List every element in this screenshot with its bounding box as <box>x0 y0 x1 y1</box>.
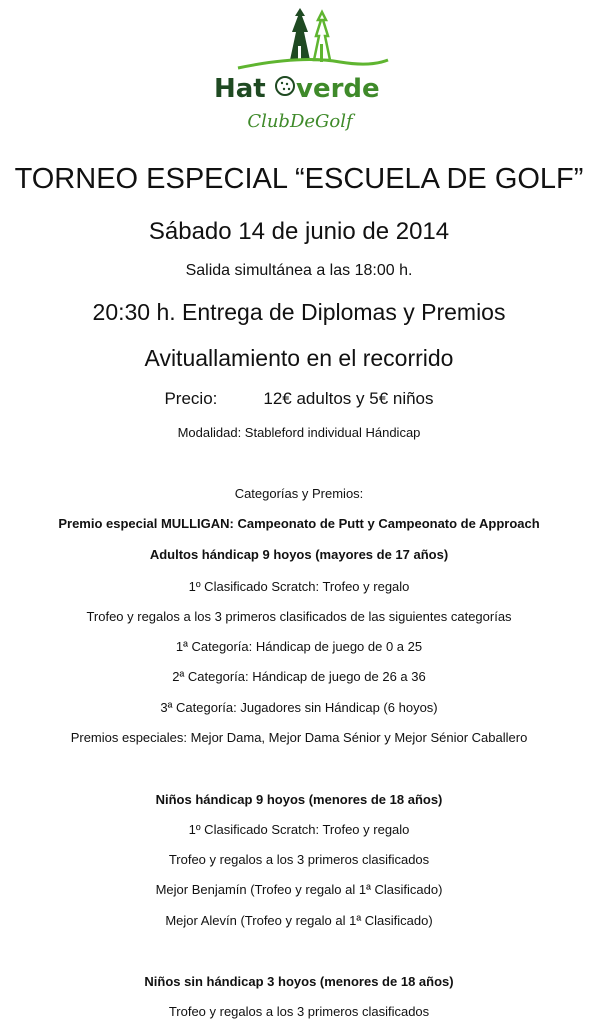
game-mode: Modalidad: Stableford individual Hándicap <box>177 425 421 440</box>
list-item: Trofeo y regalos a los 3 primeros clasificados de las siguientes categorías <box>86 609 512 624</box>
list-item: Premios especiales: Mejor Dama, Mejor Dama Sénior y Mejor Sénior Caballero <box>70 730 528 745</box>
list-item: Trofeo y regalos a los 3 primeros clasificados <box>168 852 430 867</box>
kids-no-hcp-title: Niños sin hándicap 3 hoyos (menores de 18 años) <box>144 974 454 989</box>
refreshment-note: Avituallamiento en el recorrido <box>144 345 454 371</box>
club-subtitle: ClubDeGolf <box>247 111 353 132</box>
list-item: Mejor Benjamín (Trofeo y regalo al 1ª Clasificado) <box>155 882 443 897</box>
tree-icon <box>290 8 330 62</box>
categories-heading: Categorías y Premios: <box>234 486 364 501</box>
list-item: Mejor Alevín (Trofeo y regalo al 1ª Clasificado) <box>165 913 433 928</box>
special-prize: Premio especial MULLIGAN: Campeonato de Putt y Campeonato de Approach <box>58 516 540 531</box>
price-value: 12€ adultos y 5€ niños <box>263 389 434 408</box>
list-item: 1º Clasificado Scratch: Trofeo y regalo <box>188 822 410 837</box>
list-item: 3ª Categoría: Jugadores sin Hándicap (6 hoyos) <box>160 700 438 715</box>
list-item: 1ª Categoría: Hándicap de juego de 0 a 25 <box>175 639 423 654</box>
brand-right: verde <box>296 74 380 104</box>
list-item: 2ª Categoría: Hándicap de juego de 26 a 36 <box>172 669 426 684</box>
price-row <box>0 389 598 409</box>
list-item: Trofeo y regalos a los 3 primeros clasificados <box>168 1004 430 1019</box>
event-date: Sábado 14 de junio de 2014 <box>148 218 450 245</box>
club-logo <box>0 0 598 140</box>
awards-time: 20:30 h. Entrega de Diplomas y Premios <box>92 299 506 325</box>
event-title: TORNEO ESPECIAL “ESCUELA DE GOLF” <box>14 163 584 195</box>
price-label: Precio: <box>164 389 218 408</box>
golf-ball-icon <box>276 77 294 95</box>
brand-left: Hat <box>214 74 266 104</box>
kids-title: Niños hándicap 9 hoyos (menores de 18 años) <box>155 792 443 807</box>
adults-title: Adultos hándicap 9 hoyos (mayores de 17 años) <box>149 547 449 562</box>
list-item: 1º Clasificado Scratch: Trofeo y regalo <box>188 579 410 594</box>
start-time: Salida simultánea a las 18:00 h. <box>185 262 413 279</box>
hills-icon <box>238 60 388 68</box>
